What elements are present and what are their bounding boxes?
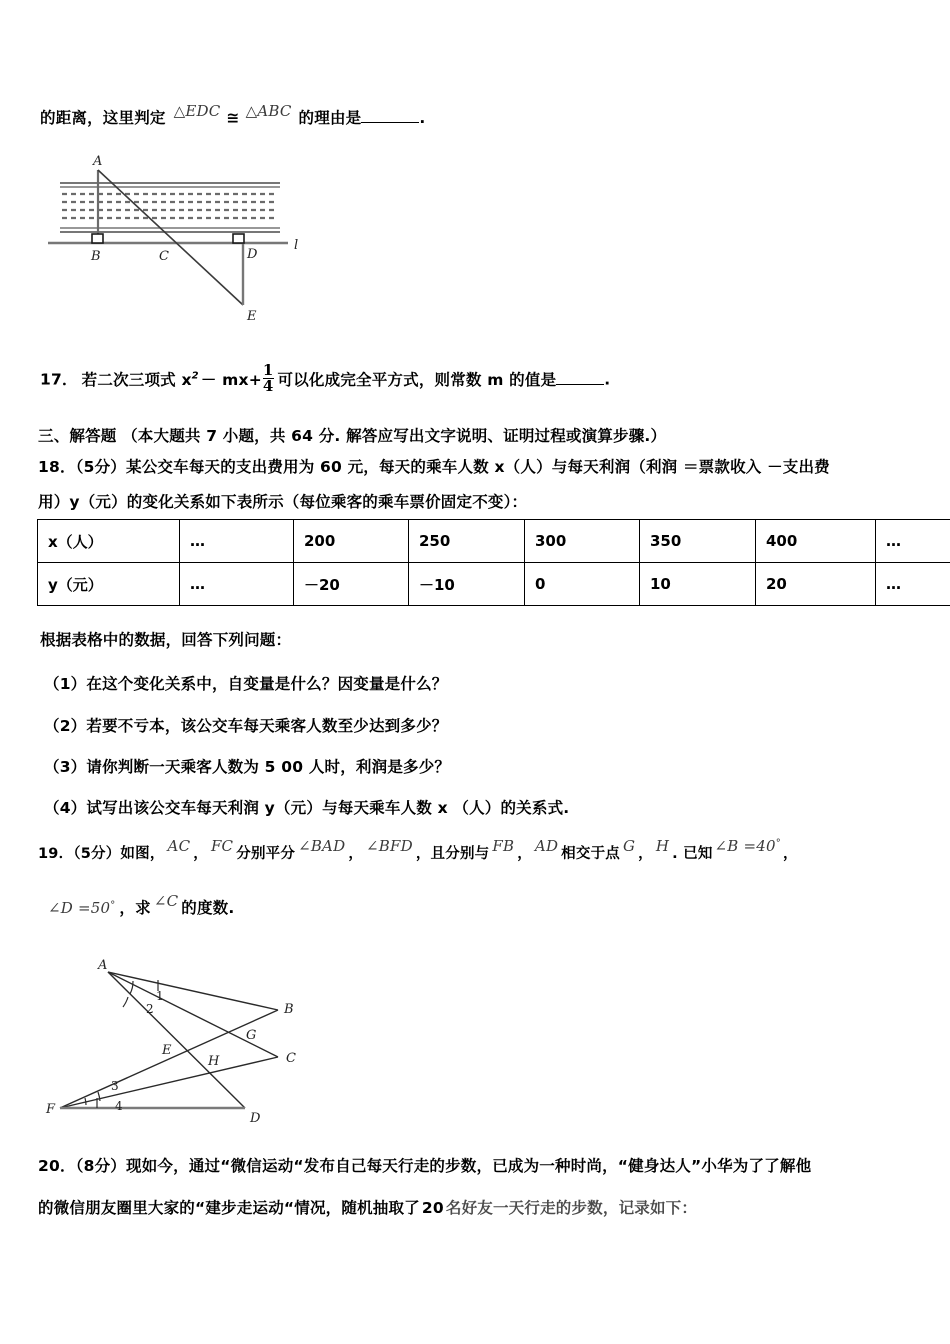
q16-congruent-symbol: ≅ [226,109,240,127]
question-19-line2 [48,892,235,917]
q19-angle-b-value: ∠B =40° [714,837,781,855]
q19-angle-c: ∠C [153,892,179,910]
table-cell: y（元） [38,563,180,606]
figure2-label-A: A [98,958,108,973]
q19-comma-5: ， [782,846,798,862]
figure2-label-D: D [250,1111,261,1125]
table-cell: 200 [294,520,409,563]
q17-text-c: 可以化成完全平方式，则常数 m 的值是 [277,370,557,389]
figure2-label-H: H [208,1054,220,1069]
table-cell: 300 [525,520,640,563]
figure2-angle-mark-1: 1 [156,989,164,1003]
q19-marks: （5分） [73,846,121,862]
figure1-label-B: B [91,249,101,264]
q18-subquestion-4: （4）试写出该公交车每天利润 y（元）与每天乘车人数 x （人）的关系式. [44,799,570,817]
table-cell: … [180,563,294,606]
section-3-heading: 三、解答题 （本大题共 7 小题，共 64 分. 解答应写出文字说明、证明过程或演算步骤.） [38,427,667,445]
q17-exponent: 2 [191,370,199,382]
table-row [38,520,950,563]
question-18-line1 [38,459,830,476]
table-cell: 10 [640,563,756,606]
table-cell: 20 [756,563,876,606]
q20-number: 20． [38,1157,76,1175]
table-cell: … [180,520,294,563]
figure1-label-line-l: l [294,238,299,253]
figure1-label-E: E [247,309,257,324]
q17-number: 17． [40,370,78,389]
table-cell: －10 [409,563,525,606]
table-cell: … [876,520,950,563]
figure2-label-E: E [162,1043,172,1058]
q18-after-table-text: 根据表格中的数据，回答下列问题： [40,631,292,649]
q18-subquestion-3: （3）请你判断一天乘客人数为 5 00 人时，利润是多少？ [44,758,451,776]
table-cell: 400 [756,520,876,563]
q19-text-c: ，且分别与 [415,846,490,862]
q20-line1-text: 现如今，通过“微信运动“发布自己每天行走的步数，已成为一种时尚，“健身达人”小华为了了解他 [126,1157,812,1175]
q19-comma-2: ， [348,846,364,862]
q19-line2-tail: 的度数. [181,899,235,917]
q16-suffix-text: 的理由是 [298,109,362,127]
question-16-tail [40,102,426,127]
table-cell: … [876,563,950,606]
table-cell: 0 [525,563,640,606]
figure1-label-A: A [93,154,103,169]
q17-fraction-one-quarter [263,363,274,395]
q19-comma-4: ， [638,846,653,862]
q19-text-b: 分别平分 [236,846,296,862]
q19-segment-fb: FB [492,837,515,855]
q18-subquestion-2: （2）若要不亏本，该公交车每天乘客人数至少达到多少？ [44,717,448,735]
question-17 [40,363,610,395]
q19-angle-bfd: ∠BFD [366,837,413,855]
q19-text-e: . 已知 [672,846,713,862]
q19-angle-d-value: ∠D =50° [48,899,116,917]
q19-text-a: 如图， [120,846,165,862]
q19-degree-symbol-b: ° [775,838,781,849]
table-cell: x（人） [38,520,180,563]
q18-subquestion-1: （1）在这个变化关系中，自变量是什么？因变量是什么？ [44,675,448,693]
q16-period: . [419,109,426,127]
q19-text-d: 相交于点 [561,846,620,862]
figure2-angle-mark-4: 4 [115,1099,123,1113]
bus-profit-table [37,519,913,606]
q16-prefix-text: 的距离，这里判定 [40,109,166,127]
q17-answer-blank[interactable] [556,384,604,385]
figure2-angle-mark-3: 3 [111,1079,119,1093]
q16-triangle-abc: △ABC [245,102,292,120]
q19-line2-text: ，求 [119,899,151,917]
q16-triangle-edc: △EDC [173,102,221,120]
question-19-line1 [38,837,798,863]
q18-number: 18． [38,458,76,476]
q19-number: 19． [38,846,74,862]
q17-fraction-numerator: 1 [262,361,274,379]
table-cell: 350 [640,520,756,563]
q19-segment-ad: AD [534,837,559,855]
figure2-label-G: G [246,1028,257,1043]
table-cell: 250 [409,520,525,563]
figure2-label-C: C [286,1051,296,1066]
question-20-line1 [38,1158,811,1175]
table-cell: －20 [294,563,409,606]
q19-degree-symbol-d: ° [110,900,116,911]
q20-line2-text-c: 名好友一天行走的步数，记录如下： [445,1199,698,1217]
figure2-label-B: B [284,1002,294,1017]
q19-segment-fc: FC [210,837,234,855]
figure1-label-D: D [247,247,258,262]
q17-fraction-denominator: 4 [262,377,274,396]
figure-river-congruent-triangles [40,150,340,330]
figure1-label-C: C [159,249,169,264]
figure2-label-F: F [46,1102,56,1117]
q18-marks: （5分） [75,458,127,476]
q16-answer-blank[interactable] [361,122,419,123]
q19-comma-1: ， [193,846,208,862]
q17-period: . [604,370,611,389]
q18-line1-text: 某公交车每天的支出费用为 60 元，每天的乘车人数 x（人）与每天利润（利润 ＝票款收入 －支出费 [126,458,830,476]
q19-point-h: H [655,837,670,855]
q17-text-b: － mx+ [200,370,262,389]
question-18-line2: 用）y（元）的变化关系如下表所示（每位乘客的乘车票价固定不变）： [38,493,528,511]
q19-point-g: G [622,837,636,855]
q20-marks: （8分） [75,1157,127,1175]
table-row [38,563,950,606]
q19-angle-bad: ∠BAD [298,837,346,855]
q20-sample-size: 20 [421,1199,444,1217]
q19-segment-ac: AC [167,837,191,855]
q19-comma-3: ， [517,846,532,862]
figure2-angle-mark-2: 2 [146,1002,154,1016]
q17-text-a: 若二次三项式 x [81,370,192,389]
figure-angle-bisectors [40,950,360,1125]
question-20-line2 [38,1200,697,1217]
q20-line2-text-a: 的微信朋友圈里大家的“建步走运动“情况，随机抽取了 [38,1199,420,1217]
